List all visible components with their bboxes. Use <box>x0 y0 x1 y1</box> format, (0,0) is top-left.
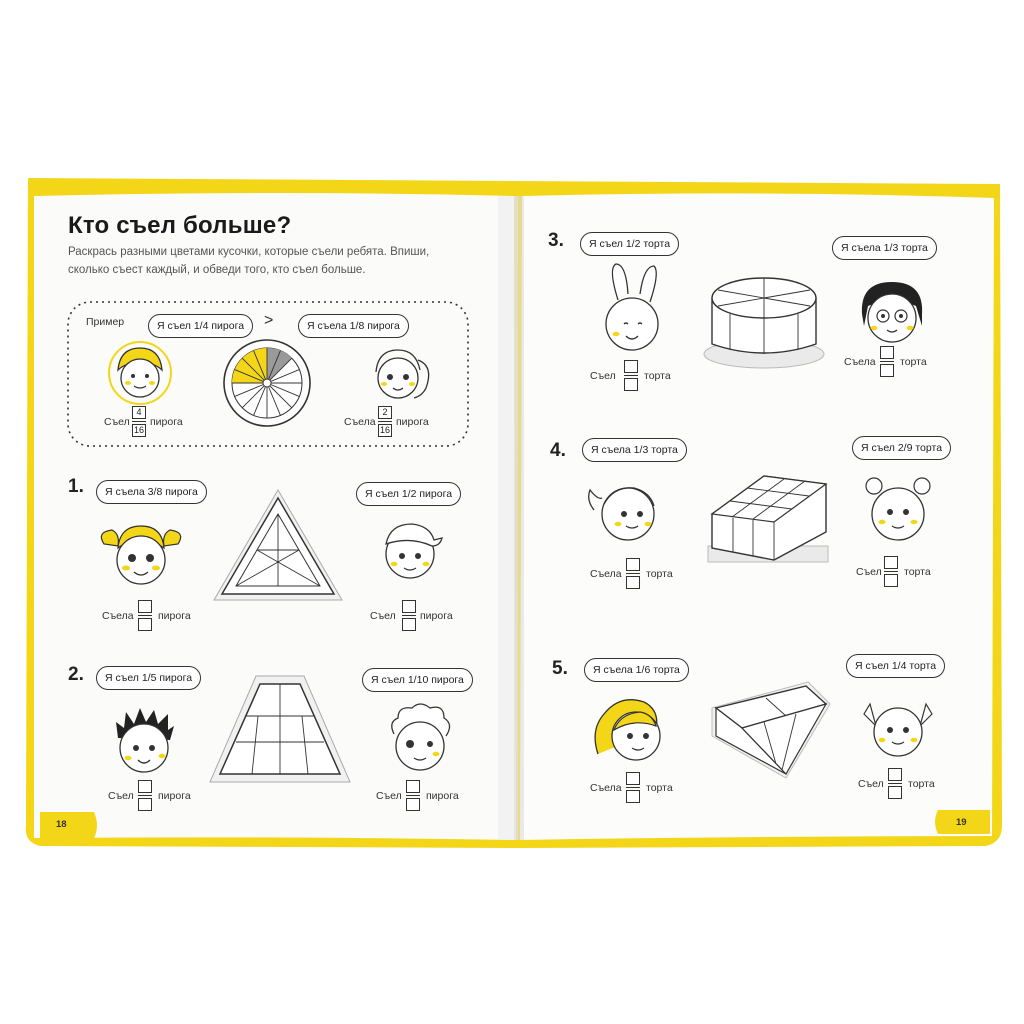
boy-face-circled <box>104 340 176 406</box>
boy-face-curly <box>380 696 460 780</box>
task2-left-answer-label: Съел <box>108 790 134 802</box>
comparison-sign: > <box>264 312 274 329</box>
task1-right-answer-boxes[interactable] <box>402 600 416 631</box>
task5-left-answer-boxes[interactable] <box>626 772 640 803</box>
task5-right-unit: торта <box>908 778 935 790</box>
task3-right-unit: торта <box>900 356 927 368</box>
task2-left-bubble: Я съел 1/5 пирога <box>96 666 201 690</box>
task1-right-bubble: Я съел 1/2 пирога <box>356 482 461 506</box>
instructions-text: Раскрась разными цветами кусочки, которые съели ребята. Впиши, сколько съест каждый, и обведи того, кто съел больше. <box>68 246 430 276</box>
task-number: 3. <box>548 230 564 251</box>
example-right-unit: пирога <box>396 416 429 428</box>
girl-face-pigtails <box>96 514 186 594</box>
task2-right-answer-label: Съел <box>376 790 402 802</box>
task2-left-answer-boxes[interactable] <box>138 780 152 811</box>
example-left-numerator: 4 <box>136 407 142 417</box>
boy-face-spiky <box>104 700 184 780</box>
task4-left-answer-boxes[interactable] <box>626 558 640 589</box>
task-number: 4. <box>550 440 566 461</box>
girl-face-glasses <box>852 274 932 354</box>
task3-right-bubble: Я съела 1/3 торта <box>832 236 937 260</box>
task4-left-answer-label: Съела <box>590 568 622 580</box>
example-left-denominator: 16 <box>133 425 144 436</box>
boy-face-cap <box>370 508 450 588</box>
example-label: Пример <box>86 316 125 328</box>
task2-right-bubble: Я съел 1/10 пирога <box>362 668 473 692</box>
example-left-unit: пирога <box>150 416 183 428</box>
example-left-bubble: Я съел 1/4 пирога <box>148 314 253 338</box>
trapezoid-pie <box>206 672 354 788</box>
girl-face-wavy-hair <box>590 690 674 774</box>
task5-left-bubble: Я съела 1/6 торта <box>584 658 689 682</box>
boy-face-bunny-hat <box>590 260 674 360</box>
task1-left-bubble: Я съела 3/8 пирога <box>96 480 207 504</box>
task5-right-answer-boxes[interactable] <box>888 768 902 799</box>
task3-left-answer-boxes[interactable] <box>624 360 638 391</box>
task4-left-unit: торта <box>646 568 673 580</box>
girl-face-buns <box>856 466 940 550</box>
task3-right-answer-boxes[interactable] <box>880 346 894 377</box>
square-cake <box>704 462 832 570</box>
task5-left-unit: торта <box>646 782 673 794</box>
task2-right-answer-boxes[interactable] <box>406 780 420 811</box>
task3-left-bubble: Я съел 1/2 торта <box>580 232 679 256</box>
example-right-fraction <box>378 406 392 437</box>
task2-left-unit: пирога <box>158 790 191 802</box>
task1-left-unit: пирога <box>158 610 191 622</box>
cake-slice <box>706 674 834 782</box>
task-number: 5. <box>552 658 568 679</box>
task4-right-answer-boxes[interactable] <box>884 556 898 587</box>
triangle-pie <box>208 484 348 608</box>
task5-right-bubble: Я съел 1/4 торта <box>846 654 945 678</box>
example-left-answer-label: Съел <box>104 416 130 428</box>
task5-left-answer-label: Съела <box>590 782 622 794</box>
boy-face-dragon-hat <box>856 686 940 770</box>
girl-face-ponytail <box>360 342 436 406</box>
example-right-bubble: Я съела 1/8 пирога <box>298 314 409 338</box>
task1-right-answer-label: Съел <box>370 610 396 622</box>
example-right-numerator: 2 <box>382 407 388 417</box>
example-pie <box>222 338 312 428</box>
task1-right-unit: пирога <box>420 610 453 622</box>
left-page-number: 18 <box>56 819 67 830</box>
example-right-denominator: 16 <box>379 425 390 436</box>
task3-left-unit: торта <box>644 370 671 382</box>
task1-left-answer-boxes[interactable] <box>138 600 152 631</box>
round-cake <box>700 262 828 372</box>
task3-left-answer-label: Съел <box>590 370 616 382</box>
task4-right-unit: торта <box>904 566 931 578</box>
task1-left-answer-label: Съела <box>102 610 134 622</box>
task4-right-answer-label: Съел <box>856 566 882 578</box>
girl-face-side-ponytail <box>584 470 668 550</box>
right-page-number: 19 <box>956 817 967 828</box>
example-left-fraction <box>132 406 146 437</box>
task-number: 1. <box>68 476 84 497</box>
task2-right-unit: пирога <box>426 790 459 802</box>
page-title: Кто съел больше? <box>68 212 292 239</box>
task5-right-answer-label: Съел <box>858 778 884 790</box>
task3-right-answer-label: Съела <box>844 356 876 368</box>
task4-right-bubble: Я съел 2/9 торта <box>852 436 951 460</box>
example-right-answer-label: Съела <box>344 416 376 428</box>
task4-left-bubble: Я съела 1/3 торта <box>582 438 687 462</box>
task-number: 2. <box>68 664 84 685</box>
